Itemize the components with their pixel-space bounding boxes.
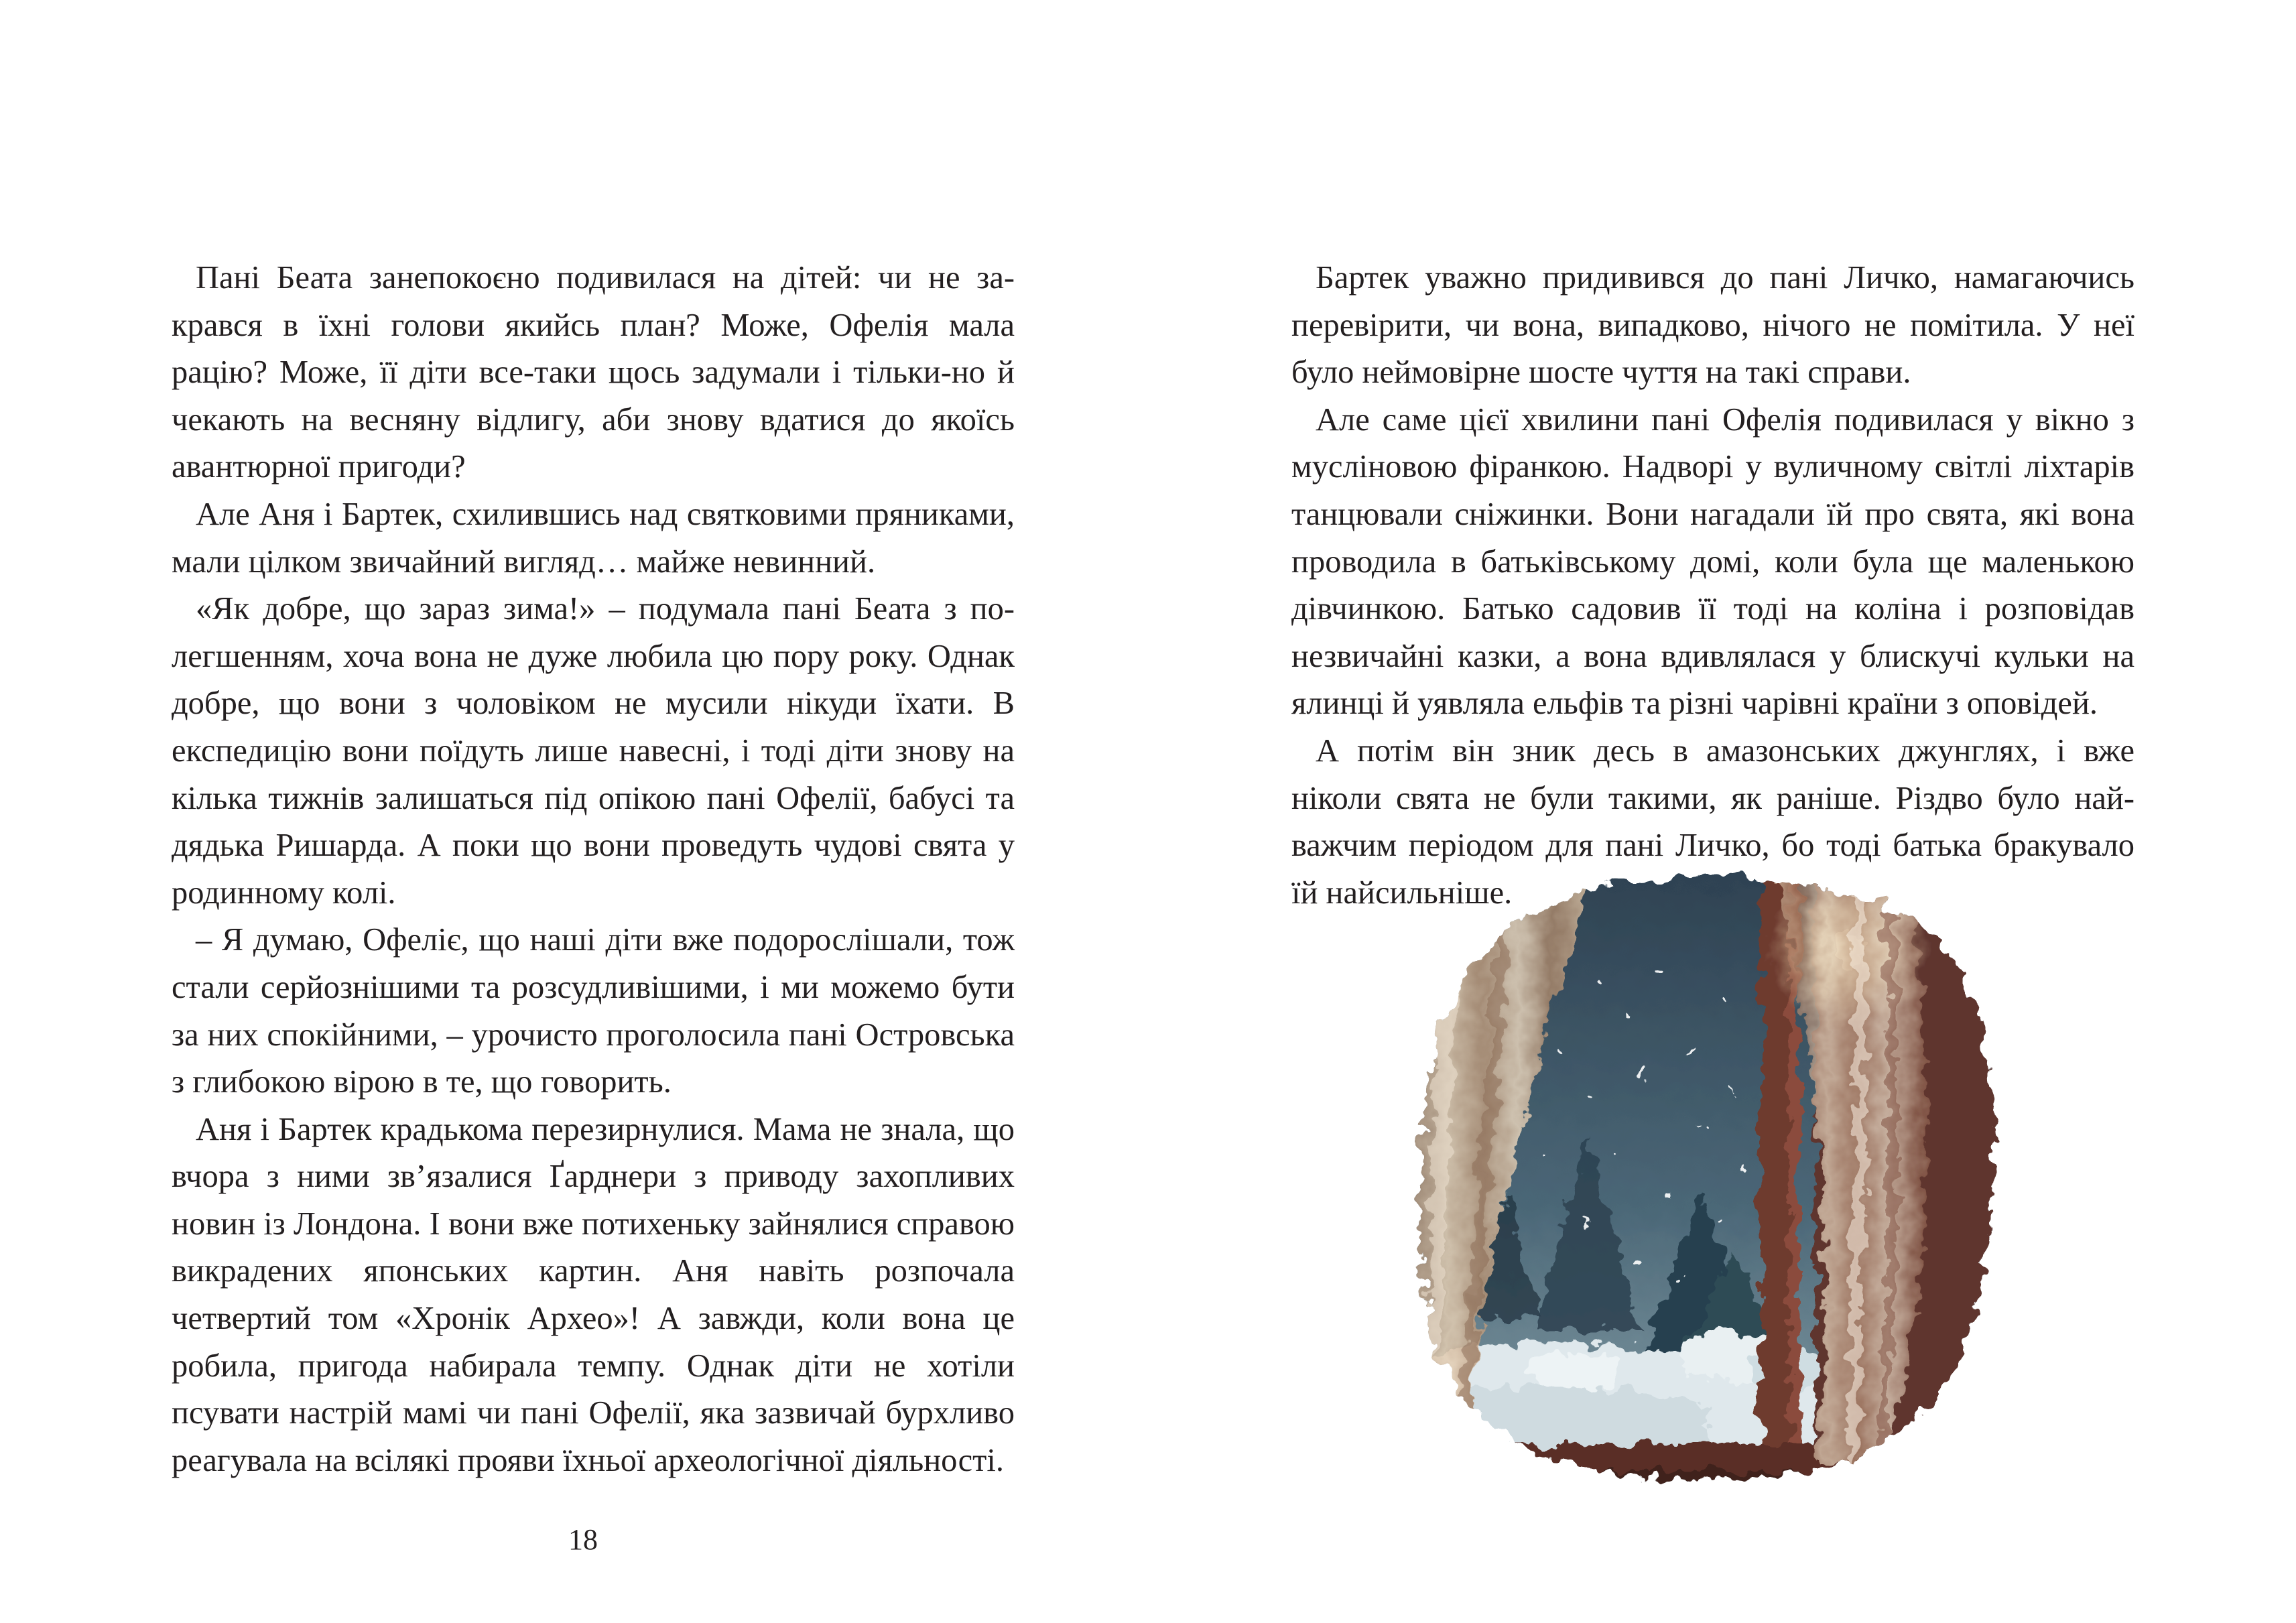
- paragraph: Аня і Бартек крадькома перезирнулися. Мама не знала, що вчора з ними зв’язалися Ґарднери з приводу захопливих новин із Лондона. І вони вже потихеньку зайнялися справою викрадених японських картин. Аня навіть розпочала четвертий том «Хронік Археo»! А завжди, коли вона це робила, пригода набирала темпу. Однак діти не хотіли псувати настрій мамі чи пані Офелії, яка зазвичай бурхливо реагувала на всілякі прояви їхньої археологічної діяльності.: [172, 1111, 1015, 1478]
- paragraph: «Як добре, що зараз зима!» – подумала пані Беата з полегшенням, хоча вона не дуже любила цю пору року. Однак добре, що вони з чоловіком не мусили нікуди їхати. В експедицію вони поїдуть лише навесні, і тоді діти знову на кілька тижнів залишаться під опікою пані Офелії, бабусі та дядька Ришарда. А поки що вони проведуть чудові свята у родинному колі.: [172, 591, 1015, 911]
- paragraph: Бартек уважно придивився до пані Личко, намагаючись перевірити, чи вона, випадково, нічого не помітила. У неї було неймовірне шосте чуття на такі справи.: [1291, 260, 2134, 391]
- window-illustration: [1387, 848, 2030, 1504]
- right-page: [1148, 0, 2296, 1623]
- left-page-text: [172, 255, 1015, 1484]
- paragraph: А потім він зник десь в амазонських джунглях, і вже ніколи свята не були такими, як раніше. Різдво було найважчим періодом для пані Личко, бо тоді батька бракувало їй найсильніше.: [1291, 732, 2134, 911]
- paragraph: Але саме цієї хвилини пані Офелія подивилася у вікно з мусліновою фіранкою. Надворі у вуличному світлі ліхтарів танцювали сніжинки. Вони нагадали їй про свята, які вона проводила в батьківському домі, коли була ще маленькою дівчинкою. Батько садовив її тоді на коліна і розповідав незвичайні казки, а вона вдивлялася у блискучі кульки на ялинці й уявляла ельфів та різні чарівні країни з оповідей.: [1291, 401, 2134, 722]
- paragraph: – Я думаю, Офеліє, що наші діти вже подорослішали, тож стали серйознішими та розсудливішими, і ми можемо бути за них спокійними, – урочисто проголосила пані Островська з глибокою вірою в те, що говорить.: [172, 922, 1015, 1100]
- paragraph: Пані Беата занепокоєно подивилася на дітей: чи не закрався в їхні голови якийсь план? Може, Офелія мала рацію? Може, її діти все-таки щось задумали і тільки-но й чекають на весняну відлигу, аби знову вдатися до якоїсь авантюрної пригоди?: [172, 260, 1015, 485]
- window-illustration-svg: [1387, 848, 2030, 1504]
- paragraph: Але Аня і Бартек, схилившись над святковими пряниками, мали цілком звичайний вигляд… майже невинний.: [172, 496, 1015, 580]
- right-page-text: [1291, 255, 2134, 917]
- page-number: 18: [568, 1523, 598, 1556]
